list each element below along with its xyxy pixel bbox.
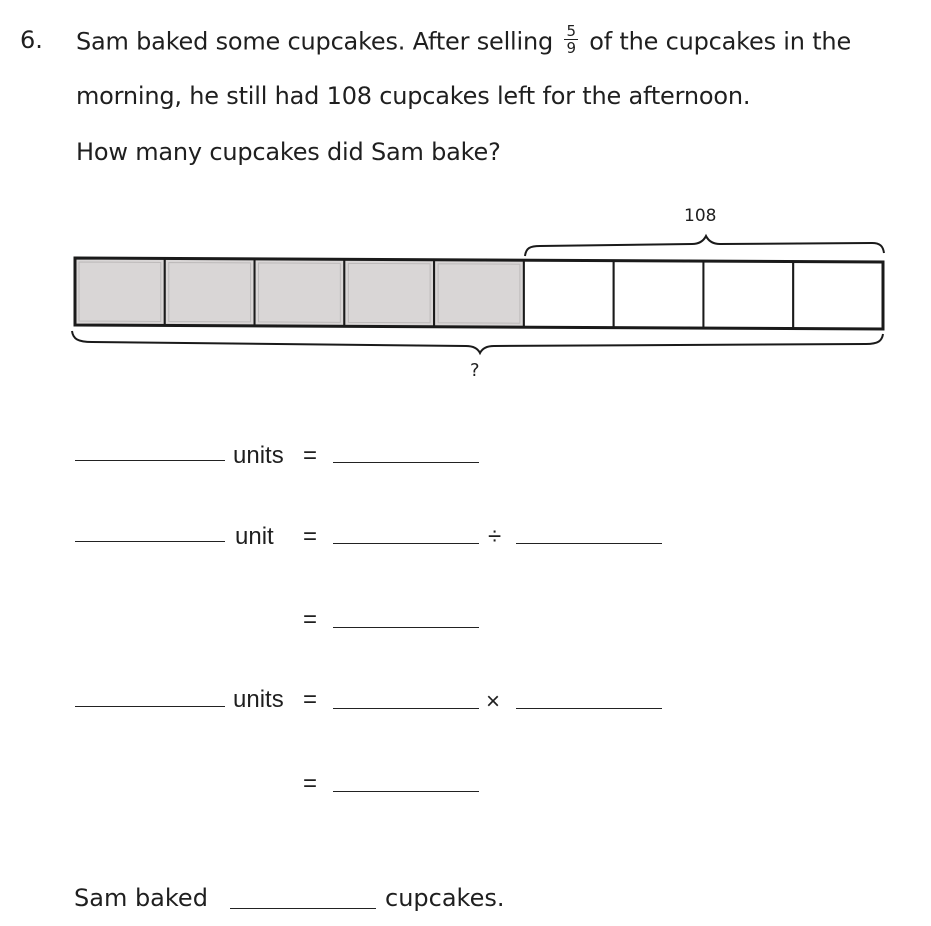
- question-text-before-fraction: Sam baked some cupcakes. After selling: [76, 27, 554, 56]
- row5-result-blank[interactable]: [333, 791, 479, 792]
- known-part-label: 108: [684, 206, 717, 226]
- unknown-total-label: ?: [470, 360, 480, 381]
- row2-unit-word: unit: [235, 523, 274, 550]
- answer-text-before: Sam baked: [74, 884, 208, 912]
- fraction-denominator: 9: [566, 39, 576, 57]
- row1-equals: =: [303, 442, 318, 469]
- answer-blank[interactable]: [230, 908, 376, 909]
- row4-units-word: units: [233, 686, 284, 713]
- row2-divide-sign: ÷: [488, 523, 502, 550]
- fraction-numerator: 5: [566, 22, 576, 40]
- row2-unit-blank[interactable]: [75, 541, 225, 542]
- row4-equals: =: [303, 686, 318, 713]
- question-text-after-fraction: of the cupcakes in the: [589, 27, 852, 56]
- row2-equals: =: [303, 523, 318, 550]
- row1-units-blank[interactable]: [75, 460, 225, 461]
- row5-equals: =: [303, 770, 318, 797]
- answer-text-after: cupcakes.: [385, 884, 505, 912]
- row4-factor2-blank[interactable]: [516, 708, 662, 709]
- row1-units-word: units: [233, 442, 284, 469]
- question-line-2: morning, he still had 108 cupcakes left for the afternoon.: [76, 82, 751, 110]
- row3-equals: =: [303, 606, 318, 633]
- question-line-3: How many cupcakes did Sam bake?: [76, 138, 501, 166]
- row4-units-blank[interactable]: [75, 706, 225, 707]
- row2-dividend-blank[interactable]: [333, 543, 479, 544]
- row2-divisor-blank[interactable]: [516, 543, 662, 544]
- question-number: 6.: [20, 26, 43, 54]
- row1-value-blank[interactable]: [333, 462, 479, 463]
- row3-result-blank[interactable]: [333, 627, 479, 628]
- row4-multiply-sign: ×: [486, 688, 501, 715]
- row4-factor1-blank[interactable]: [333, 708, 479, 709]
